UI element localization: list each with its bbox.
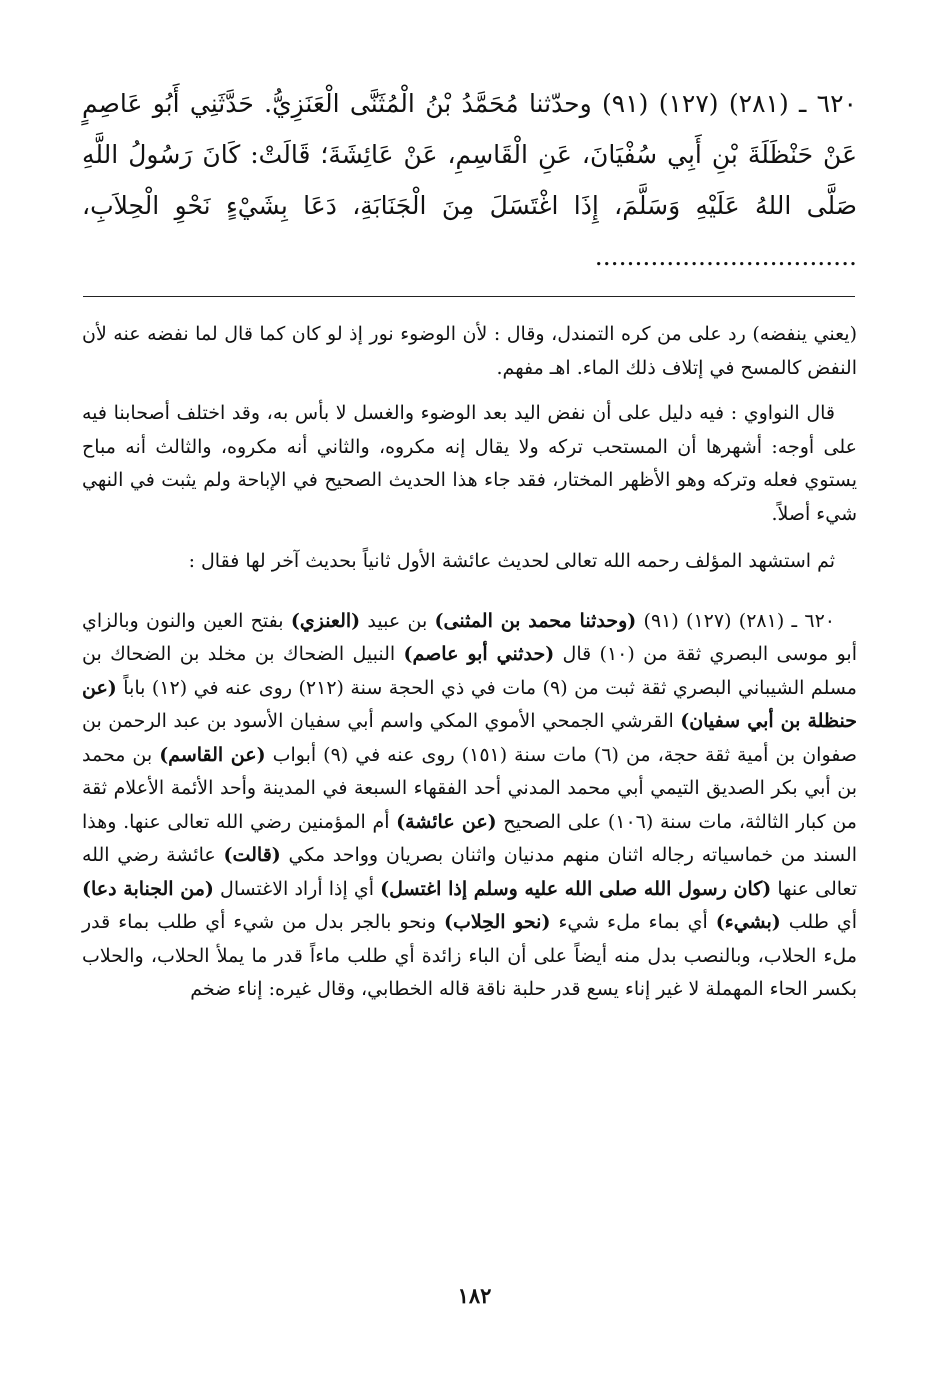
narrator-highlight: (عن القاسم) (159, 743, 266, 766)
quote-highlight: (نحو الحِلاب) (443, 911, 551, 933)
page-number: ١٨٢ (457, 1283, 492, 1308)
quote-highlight: (من الجنابة دعا) (82, 877, 214, 900)
hadith-matn (82, 78, 857, 282)
commentary-paragraph: (يعني ينفضه) رد على من كره التمندل، وقال : لأن الوضوء نور إذ لو كان كما قال لما نفضه عنه لأن النفض كالمسح في إتلاف ذلك الماء. اهـ مفهم. (82, 323, 857, 379)
narrator-highlight: (حدثني أبو عاصم) (403, 643, 555, 665)
quote-highlight: (كان رسول الله صلى الله عليه وسلم إذا اغتسل) (380, 877, 772, 900)
narrator-highlight: (وحدثنا محمد بن المثنى) (434, 609, 637, 632)
quote-highlight: (بشيء) (715, 911, 781, 933)
commentary-paragraph: ثم استشهد المؤلف رحمه الله تعالى لحديث عائشة الأول ثانياً بحديث آخر لها فقال : (188, 550, 835, 572)
hadith-text-block (82, 78, 857, 282)
hadith-matn-text: ٦٢٠ ـ (٢٨١) (١٢٧) (٩١) وحدّثنا مُحَمَّدُ بْنُ الْمُثَنَّى الْعَنَزِيُّ. حَدَّثَنِي أَبُو عَاصِمٍ عَنْ حَنْظَلَةَ بْنِ أَبِي سُفْيَانَ، عَنِ الْقَاسِمِ، عَنْ عَائِشَةَ؛ قَالَتْ: كَانَ رَسُولُ اللَّهِ صَلَّى اللهُ عَلَيْهِ وَسَلَّمَ، إِذَا اغْتَسَلَ مِنَ الْجَنَابَةِ، دَعَا بِشَيْءٍ نَحْوِ الْحِلاَبِ، (82, 89, 857, 220)
hadith-commentary-paragraph: ٦٢٠ ـ (٢٨١) (١٢٧) (٩١) (وحدثنا محمد بن المثنى) بن عبيد (العنزي) بفتح العين والنون وبالزاي أبو موسى البصري ثقة من (١٠) قال (حدثني أبو عاصم) النبيل الضحاك بن مخلد بن الضحاك بن مسلم الشيباني البصري ثقة ثبت من (٩) مات في ذي الحجة سنة (٢١٢) روى عنه في (١٢) باباً (عن حنظلة بن أبي سفيان) القرشي الجمحي الأموي المكي واسم أبي سفيان الأسود بن عبد الرحمن بن صفوان بن أمية ثقة حجة، من (٦) مات سنة (١٥١) روى عنه في (٩) أبواب (عن القاسم) بن محمد بن أبي بكر الصديق التيمي أبي محمد المدني أحد الفقهاء السبعة في المدينة وأحد الأئمة الأعلام ثقة من كبار الثالثة، مات سنة (١٠٦) على الصحيح (عن عائشة) أم المؤمنين رضي الله تعالى عنها. وهذا السند من خماسياته رجاله اثنان منهم مدنيان واثنان بصريان وواحد مكي (قالت) عائشة رضي الله تعالى عنها (كان رسول الله صلى الله عليه وسلم إذا اغتسل) أي إذا أراد الاغتسال (من الجنابة دعا) أي طلب (بشيء) أي بماء ملء شيء (نحو الحِلاب) ونحو بالجر بدل من شيء أي طلب بماء قدر ملء الحلاب، وبالنصب بدل منه أيضاً على أن الباء زائدة أي طلب ماءاً قدر ما يملأ الحلاب، والحلاب بكسر الحاء المهملة لا غير إناء يسع قدر حلبة ناقة قاله الخطابي، وقال غيره: إناء ضخم (82, 609, 858, 1000)
narrator-highlight: (عن عائشة) (396, 810, 497, 833)
commentary-paragraph: قال النواوي : فيه دليل على أن نفض اليد بعد الوضوء والغسل لا بأس به، وقد اختلف أصحابنا فيه على أوجه: أشهرها أن المستحب تركه ولا يقال إنه مكروه، والثاني أنه مكروه، والثالث أنه مباح يستوي فعله وتركه وهو الأظهر المختار، فقد جاء هذا الحديث الصحيح في الإباحة ولم يثبت في النهي شيء أصلاً. (82, 402, 857, 525)
quote-highlight: (قالت) (223, 844, 281, 866)
narrator-highlight: (العنزي) (290, 609, 361, 632)
commentary-block (82, 318, 857, 1021)
footnote-separator (83, 296, 855, 297)
narrator-highlight: (عن حنظلة بن أبي سفيان) (82, 676, 857, 732)
hadith-ellipsis: ................................. (594, 242, 857, 271)
